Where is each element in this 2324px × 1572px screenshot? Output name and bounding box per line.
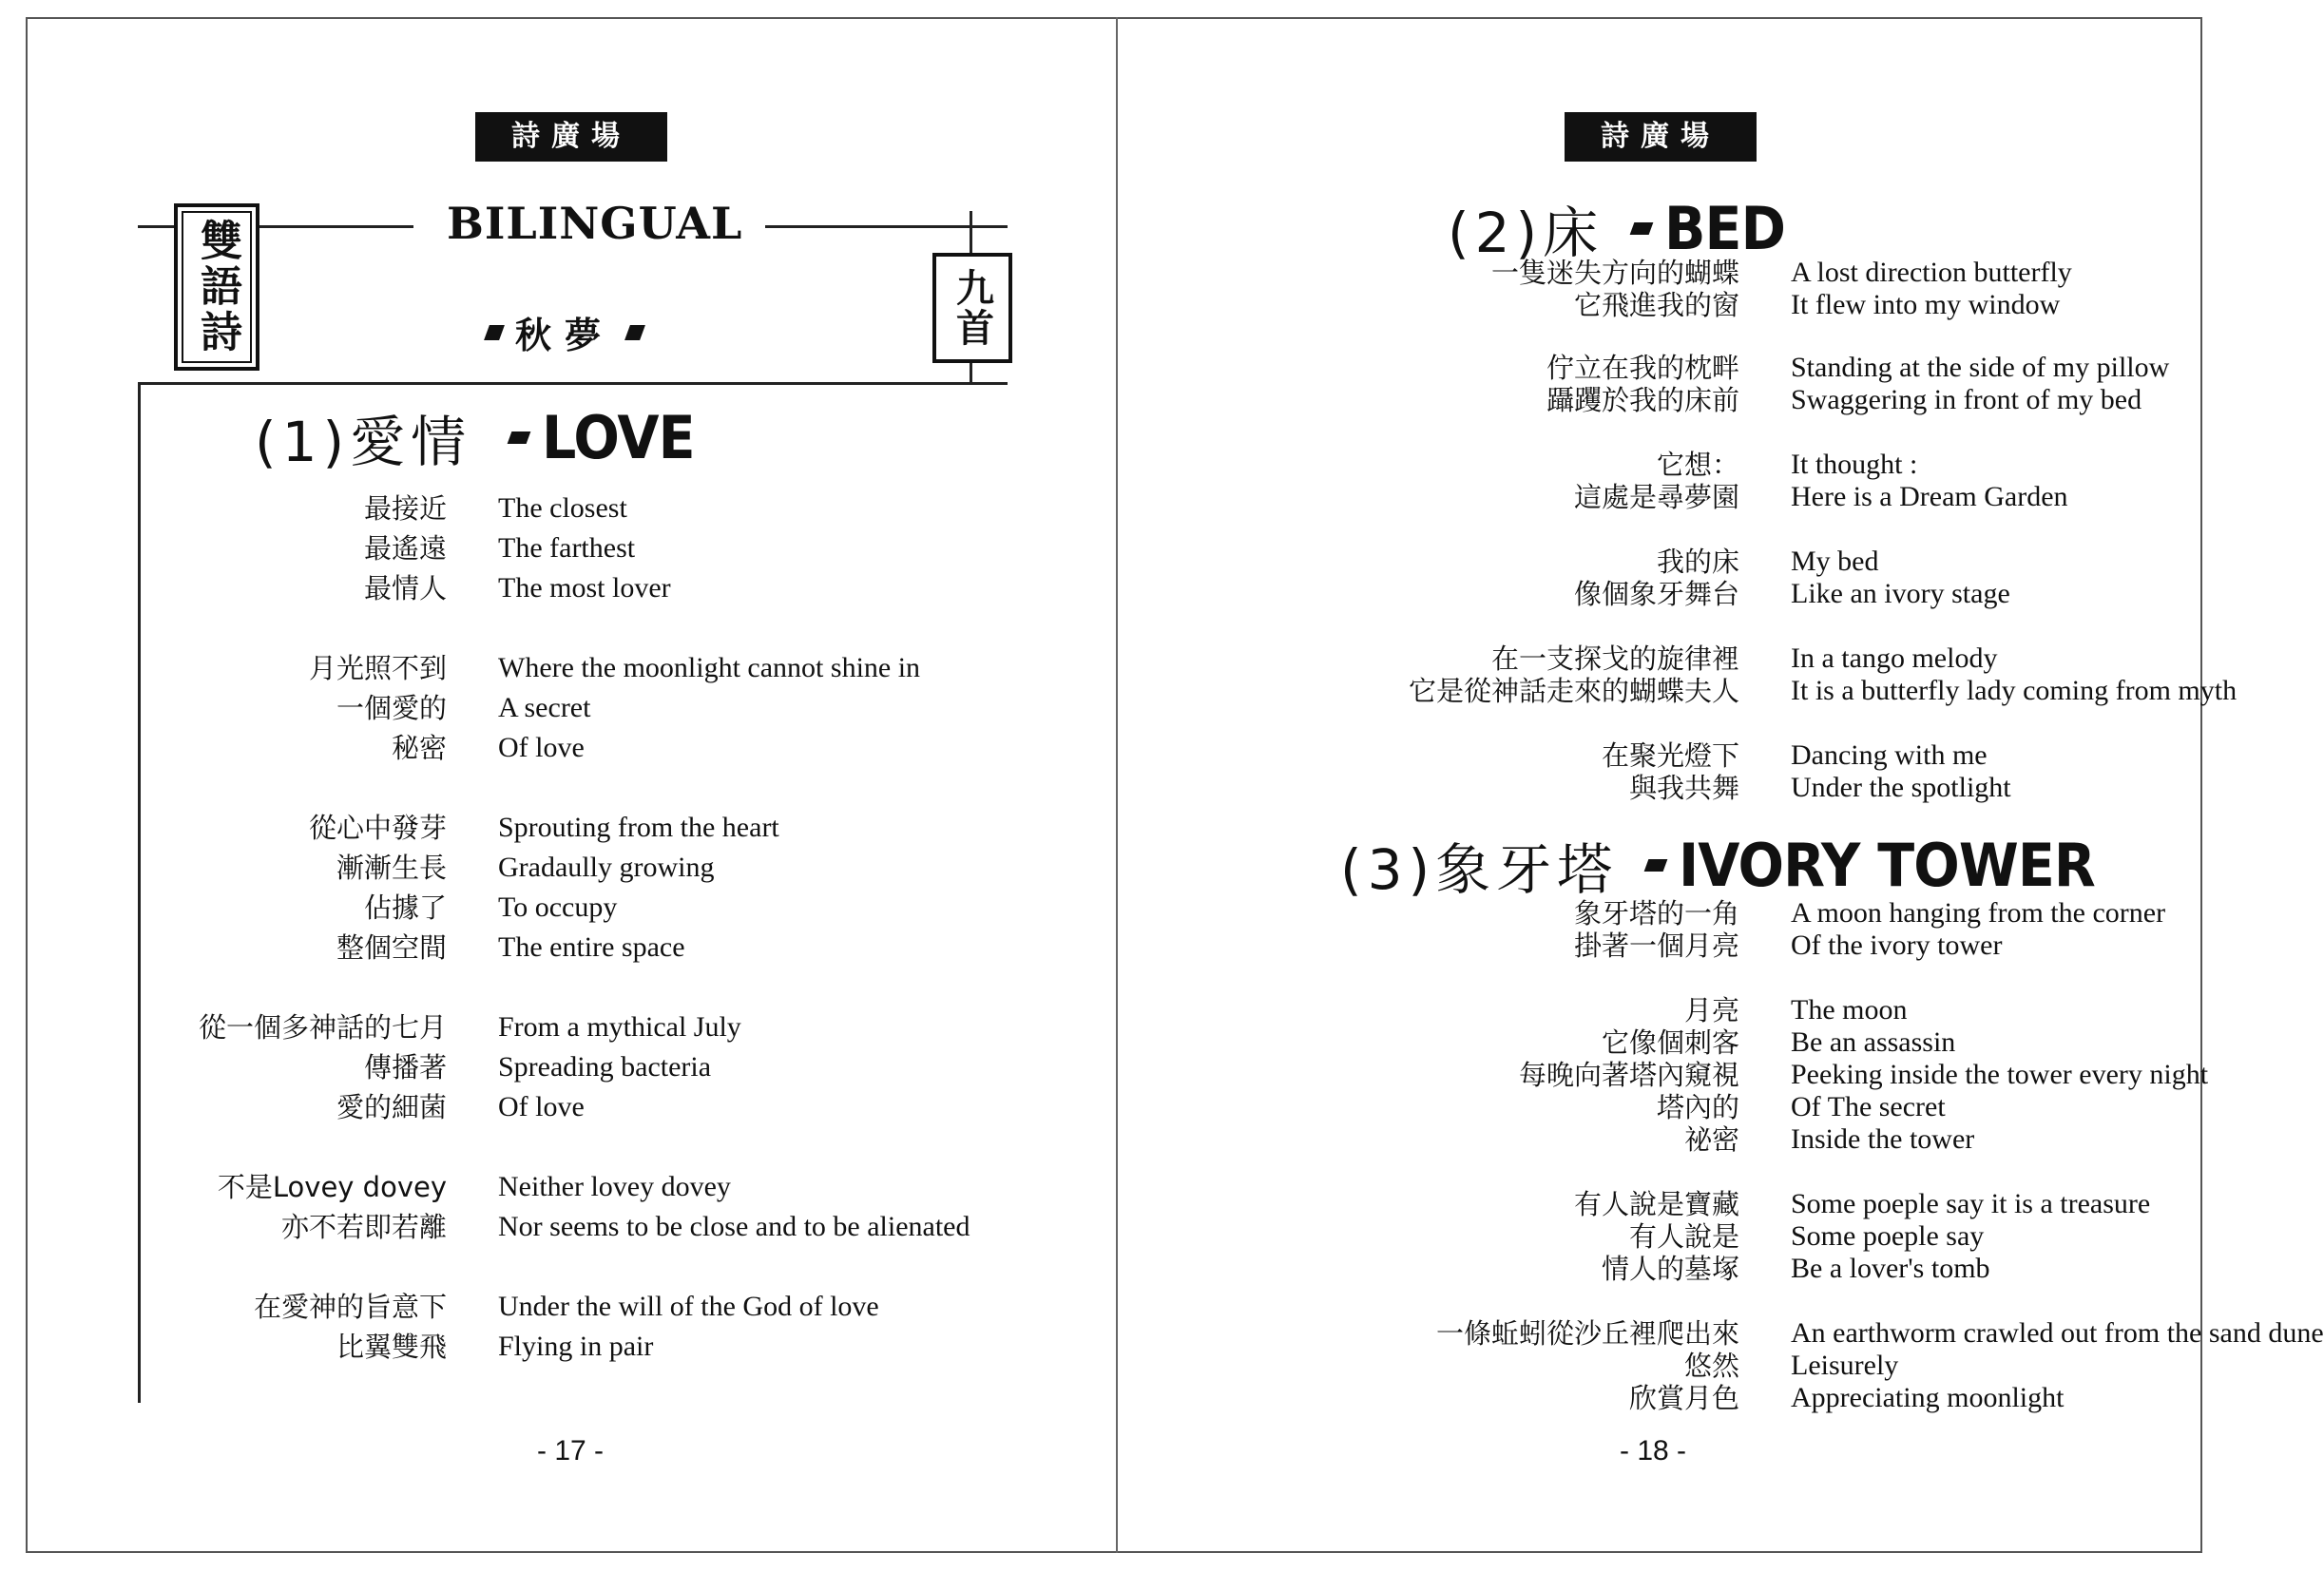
poem-line-zh: 掛著一個月亮 — [1573, 930, 1739, 962]
poem-line-zh: 它像個刺客 — [1601, 1026, 1739, 1059]
poem-line-zh: 躡躩於我的床前 — [1546, 384, 1739, 416]
poem-line-en: Like an ivory stage — [1791, 578, 2010, 609]
poem-line-zh: 最情人 — [363, 572, 447, 604]
poem-line-en: Peeking inside the tower every night — [1791, 1059, 2209, 1090]
poem-line-en: Some poeple say it is a treasure — [1791, 1188, 2151, 1219]
stanza — [1391, 994, 2208, 1156]
poem-line-zh: 象牙塔的一角 — [1573, 897, 1739, 930]
poem-line-en: An earthworm crawled out from the sand dune — [1791, 1317, 2324, 1349]
poem-line-zh: 比翼雙飛 — [336, 1331, 447, 1363]
poem-line-zh: 我的床 — [1656, 546, 1739, 578]
stanza — [1391, 1317, 2324, 1414]
series-subtitle — [487, 306, 643, 358]
poem-line-zh: 月亮 — [1683, 994, 1739, 1026]
poem-heading-en: IVORY TOWER — [1679, 830, 2096, 900]
poem-line-zh: 最遙遠 — [363, 532, 447, 565]
poem-line-en: Where the moonlight cannot shine in — [498, 652, 921, 683]
poem-line-en: Of love — [498, 1091, 585, 1122]
poem-line-zh: 傳播著 — [363, 1051, 447, 1083]
poem-line-zh: 最接近 — [363, 492, 447, 525]
poem-line-en: Spreading bacteria — [498, 1051, 712, 1083]
page-left — [0, 0, 1112, 1572]
poem-line-zh: 像個象牙舞台 — [1573, 578, 1739, 610]
page-number: - 18 - — [1620, 1435, 1687, 1467]
poem-line-zh: 悠然 — [1683, 1350, 1739, 1382]
poem-heading-love — [255, 397, 708, 477]
poem-heading-en: LOVE — [542, 402, 695, 472]
poem-line-en: It thought : — [1791, 449, 1918, 480]
poem-line-en: The closest — [498, 492, 627, 524]
poem-line-zh: 在愛神的旨意下 — [253, 1291, 447, 1323]
stanza — [133, 1007, 741, 1127]
poem-line-en: The most lover — [498, 572, 671, 604]
poem-line-zh: 一條蚯蚓從沙丘裡爬出來 — [1435, 1317, 1739, 1350]
poem-line-en: The moon — [1791, 994, 1908, 1026]
poem-line-en: Under the will of the God of love — [498, 1291, 879, 1322]
poem-heading-ivory-tower — [1340, 825, 2131, 905]
poem-line-en: Under the spotlight — [1791, 772, 2011, 803]
poem-line-en: Leisurely — [1791, 1350, 1899, 1381]
poem-line-zh: 整個空間 — [336, 931, 447, 964]
poem-line-zh: 佔據了 — [363, 891, 447, 924]
poem-line-en: Of The secret — [1791, 1091, 1946, 1122]
poem-line-en: Inside the tower — [1791, 1123, 1975, 1155]
poem-line-en: From a mythical July — [498, 1011, 741, 1043]
poem-line-zh: 情人的墓塚 — [1601, 1253, 1739, 1285]
poem-line-en: Nor seems to be close and to be alienated — [498, 1211, 970, 1242]
poem-line-zh: 秘密 — [391, 732, 447, 764]
poem-line-en: Be a lover's tomb — [1791, 1253, 1990, 1284]
poem-line-en: Gradaully growing — [498, 852, 715, 883]
poem-line-zh: 欣賞月色 — [1628, 1382, 1739, 1414]
nine-poems-tag: 九首 — [932, 253, 1012, 363]
poem-line-zh: 一個愛的 — [336, 692, 447, 724]
poem-line-en: My bed — [1791, 546, 1879, 577]
poem-line-en: Dancing with me — [1791, 739, 1988, 771]
stanza — [133, 808, 779, 968]
poem-line-zh: 它想： — [1656, 449, 1739, 481]
magazine-banner: 詩廣場 — [1565, 112, 1757, 162]
section-title: BILINGUAL — [447, 198, 743, 249]
poem-line-zh: 塔內的 — [1656, 1091, 1739, 1123]
stanza — [1391, 257, 2072, 321]
dash-icon — [508, 431, 531, 444]
poem-line-en: Here is a Dream Garden — [1791, 481, 2068, 512]
poem-line-en: Flying in pair — [498, 1331, 654, 1362]
stanza — [1391, 739, 2011, 804]
diamond-bullet-icon — [484, 325, 505, 340]
poem-heading-en: BED — [1664, 193, 1786, 263]
poem-line-zh: 不是Lovey dovey — [217, 1171, 447, 1203]
poem-line-en: A secret — [498, 692, 591, 723]
poem-line-en: Be an assassin — [1791, 1026, 1956, 1058]
poem-line-en: A moon hanging from the corner — [1791, 897, 2166, 929]
stanza — [133, 1167, 970, 1247]
poem-line-zh: 每晚向著塔內窺視 — [1518, 1059, 1739, 1091]
poem-line-en: Neither lovey dovey — [498, 1171, 731, 1202]
poem-line-en: The farthest — [498, 532, 636, 564]
diamond-bullet-icon — [624, 325, 645, 340]
stanza — [1391, 449, 2068, 513]
dash-icon — [1644, 859, 1668, 872]
stanza — [133, 648, 920, 768]
series-subtitle-text: 秋夢 — [515, 314, 615, 356]
stanza — [133, 489, 671, 608]
stanza — [1391, 1188, 2150, 1285]
poem-heading-zh: (2)床 — [1448, 201, 1604, 265]
poem-line-en: The entire space — [498, 931, 685, 963]
poem-line-zh: 愛的細菌 — [336, 1091, 447, 1123]
stanza — [1391, 897, 2165, 962]
poem-line-zh: 有人說是寶藏 — [1573, 1188, 1739, 1220]
poem-line-en: Swaggering in front of my bed — [1791, 384, 2142, 415]
poem-line-en: It is a butterfly lady coming from myth — [1791, 675, 2238, 706]
poem-line-zh: 在聚光燈下 — [1601, 739, 1739, 772]
poem-line-en: Some poeple say — [1791, 1220, 1985, 1252]
poem-line-en: In a tango melody — [1791, 642, 1998, 674]
page-number: - 17 - — [537, 1435, 605, 1467]
poem-line-zh: 月光照不到 — [308, 652, 447, 684]
stanza — [1391, 642, 2237, 707]
poem-line-en: Standing at the side of my pillow — [1791, 352, 2170, 383]
poem-heading-zh: (3)象牙塔 — [1340, 837, 1619, 902]
stanza — [1391, 546, 2010, 610]
poem-line-zh: 在一支探戈的旋律裡 — [1490, 642, 1739, 675]
poem-line-en: Of love — [498, 732, 585, 763]
poem-line-zh: 有人說是 — [1628, 1220, 1739, 1253]
poem-line-en: Appreciating moonlight — [1791, 1382, 2065, 1413]
poem-line-en: Of the ivory tower — [1791, 930, 2003, 961]
poem-line-zh: 漸漸生長 — [336, 852, 447, 884]
poem-line-en: A lost direction butterfly — [1791, 257, 2072, 288]
poem-heading-zh: (1)愛情 — [255, 410, 472, 474]
header-underline — [138, 382, 1008, 385]
poem-line-zh: 它是從神話走來的蝴蝶夫人 — [1408, 675, 1739, 707]
poem-line-zh: 佇立在我的枕畔 — [1546, 352, 1739, 384]
stanza — [1391, 352, 2169, 416]
dash-icon — [1630, 222, 1654, 235]
poem-line-zh: 這處是尋夢園 — [1573, 481, 1739, 513]
poem-line-zh: 從一個多神話的七月 — [198, 1011, 447, 1044]
poem-line-zh: 一隻迷失方向的蝴蝶 — [1490, 257, 1739, 289]
bilingual-poetry-tag: 雙語詩 — [174, 203, 259, 371]
magazine-banner: 詩廣場 — [475, 112, 667, 162]
poem-line-zh: 從心中發芽 — [308, 812, 447, 844]
stanza — [133, 1287, 879, 1367]
poem-line-zh: 與我共舞 — [1628, 772, 1739, 804]
poem-line-en: To occupy — [498, 891, 618, 923]
poem-line-en: Sprouting from the heart — [498, 812, 779, 843]
poem-line-zh: 亦不若即若離 — [280, 1211, 447, 1243]
poem-line-zh: 它飛進我的窗 — [1573, 289, 1739, 321]
poem-line-zh: 祕密 — [1683, 1123, 1739, 1156]
page-right — [1112, 0, 2324, 1572]
poem-line-en: It flew into my window — [1791, 289, 2061, 320]
